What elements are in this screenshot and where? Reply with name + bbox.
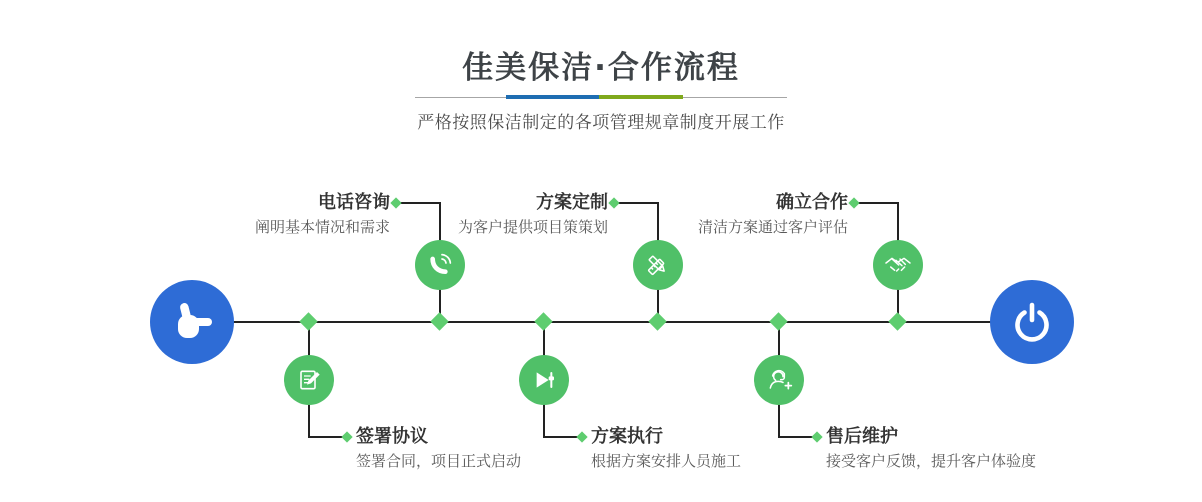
divider-green-segment bbox=[599, 95, 683, 99]
step-title: 售后维护 bbox=[826, 426, 898, 447]
step-desc: 为客户提供项目策策划 bbox=[457, 218, 608, 236]
document-sign-icon bbox=[293, 364, 325, 396]
diamond-marker bbox=[848, 197, 859, 208]
play-slider-icon bbox=[528, 364, 560, 396]
diamond-marker bbox=[608, 197, 619, 208]
diamond-marker bbox=[648, 312, 666, 330]
step-title: 电话咨询 bbox=[318, 192, 390, 213]
step-title: 方案执行 bbox=[591, 426, 663, 447]
diamond-marker bbox=[341, 431, 352, 442]
flow-end-node bbox=[990, 280, 1074, 364]
power-icon bbox=[1008, 298, 1056, 346]
step-desc: 阐明基本情况和需求 bbox=[254, 218, 390, 236]
step-title: 签署协议 bbox=[356, 426, 428, 447]
diamond-marker bbox=[390, 197, 401, 208]
step-circle-execute bbox=[519, 355, 569, 405]
step-label-handshake bbox=[648, 192, 848, 237]
step-desc: 接受客户反馈，提升客户体验度 bbox=[826, 452, 1037, 470]
divider-blue-segment bbox=[506, 95, 599, 99]
phone-icon bbox=[424, 249, 456, 281]
step-label-sign bbox=[356, 426, 576, 471]
step-title: 确立合作 bbox=[776, 192, 848, 213]
pointing-hand-icon bbox=[168, 298, 216, 346]
diamond-marker bbox=[576, 431, 587, 442]
step-circle-design bbox=[633, 240, 683, 290]
pencil-ruler-icon bbox=[642, 249, 674, 281]
step-label-aftersales bbox=[826, 426, 1076, 471]
step-label-design bbox=[408, 192, 608, 237]
timeline-main-line bbox=[195, 321, 1035, 323]
step-label-phone bbox=[190, 192, 390, 237]
step-desc: 根据方案安排人员施工 bbox=[591, 452, 742, 470]
diamond-marker bbox=[299, 312, 317, 330]
diamond-marker bbox=[811, 431, 822, 442]
page-title: 佳美保洁·合作流程 bbox=[462, 50, 740, 86]
step-circle-phone bbox=[415, 240, 465, 290]
headset-plus-icon bbox=[763, 364, 795, 396]
diamond-marker bbox=[888, 312, 906, 330]
handshake-icon bbox=[882, 249, 914, 281]
step-circle-sign bbox=[284, 355, 334, 405]
step-circle-handshake bbox=[873, 240, 923, 290]
diamond-marker bbox=[430, 312, 448, 330]
page-subtitle: 严格按照保洁制定的各项管理规章制度开展工作 bbox=[417, 113, 785, 133]
step-label-execute bbox=[591, 426, 811, 471]
diamond-marker bbox=[534, 312, 552, 330]
step-circle-aftersales bbox=[754, 355, 804, 405]
step-title: 方案定制 bbox=[536, 192, 608, 213]
step-desc: 签署合同，项目正式启动 bbox=[356, 452, 522, 470]
connector-line bbox=[854, 202, 899, 204]
diamond-marker bbox=[769, 312, 787, 330]
step-desc: 清洁方案通过客户评估 bbox=[697, 218, 848, 236]
flow-start-node bbox=[150, 280, 234, 364]
